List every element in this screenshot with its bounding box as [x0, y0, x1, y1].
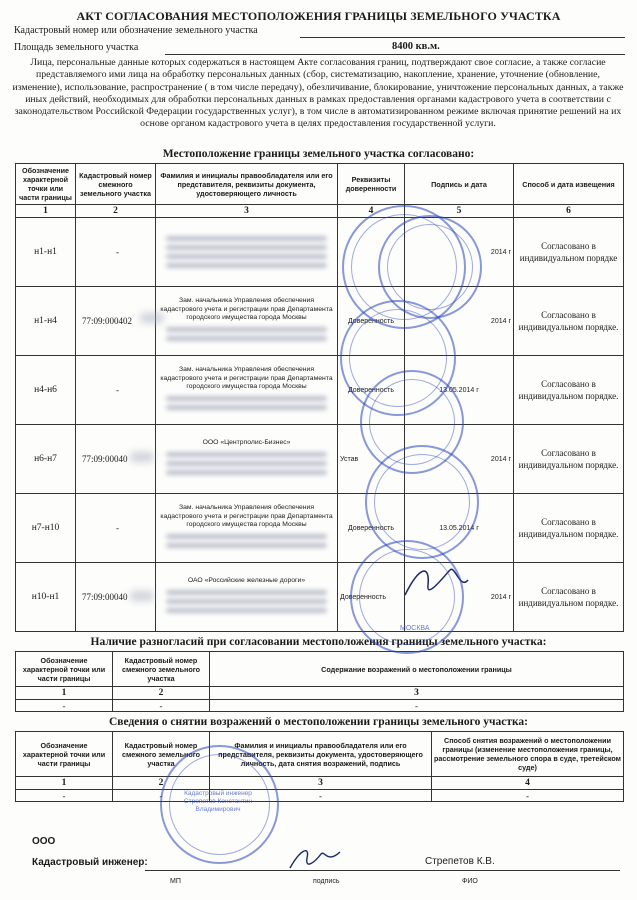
col-number: 3 [156, 205, 338, 218]
point-cell: н1-н1 [16, 218, 76, 287]
col-notice-header: Способ и дата извещения [514, 164, 624, 205]
mp-caption: МП [170, 878, 181, 885]
objections-removed-table [15, 731, 624, 802]
col-number: 1 [16, 777, 113, 790]
col-number: 6 [514, 205, 624, 218]
table-row [16, 218, 624, 287]
signature-caption: подпись [313, 878, 340, 885]
owner-text: Зам. начальника Управления обеспечения кадастрового учета и регистрации прав Департамента городского имущества города Москвы [160, 366, 333, 391]
table-row [16, 563, 624, 632]
empty-cell: - [432, 790, 624, 802]
organization-label: ООО [32, 836, 56, 847]
col-number: 1 [16, 205, 76, 218]
empty-cell: - [16, 700, 113, 712]
table-header-row [16, 652, 624, 687]
owner-cell [156, 287, 338, 356]
owner-cell [156, 356, 338, 425]
cad-cell: - [76, 494, 156, 563]
empty-cell: - [16, 790, 113, 802]
col-number: 5 [405, 205, 514, 218]
col-number: 2 [76, 205, 156, 218]
col-point-header: Обозначение характерной точки или части границы [16, 652, 113, 687]
point-cell: н6-н7 [16, 425, 76, 494]
sign-date-cell: 13.05.2014 г [405, 356, 514, 425]
sign-date-cell: 2014 г [405, 563, 514, 632]
sign-date-cell: 13.05.2014 г [405, 494, 514, 563]
sign-date-cell: 2014 г [405, 425, 514, 494]
col-owner-header: Фамилия и инициалы правообладателя или его представителя, реквизиты документа, удостоверяющего личность, дата снятия возражений, подпись [210, 732, 432, 777]
owner-signature-icon [400, 560, 470, 605]
disagreements-table [15, 651, 624, 712]
point-cell: н10-н1 [16, 563, 76, 632]
empty-cell: - [210, 700, 624, 712]
col-sign-header: Подпись и дата [405, 164, 514, 205]
owner-cell [156, 494, 338, 563]
col-number: 2 [113, 777, 210, 790]
cad-cell: - [76, 218, 156, 287]
table-row [16, 356, 624, 425]
col-number: 4 [432, 777, 624, 790]
col-point-header: Обозначение характерной точки или части границы [16, 732, 113, 777]
cad-cell: 77:09:00040 [76, 425, 156, 494]
engineer-label: Кадастровый инженер: [32, 857, 148, 868]
empty-cell: - [210, 790, 432, 802]
proxy-cell [338, 218, 405, 287]
point-cell: н4-н6 [16, 356, 76, 425]
empty-cell: - [113, 700, 210, 712]
cad-cell: 77:09:00040 [76, 563, 156, 632]
area-line [165, 54, 625, 55]
cad-cell: 77:09:000402 [76, 287, 156, 356]
empty-cell: - [113, 790, 210, 802]
table-row [16, 790, 624, 802]
table-number-row [16, 687, 624, 700]
proxy-cell: Устав [338, 425, 405, 494]
document-title: АКТ СОГЛАСОВАНИЯ МЕСТОПОЛОЖЕНИЯ ГРАНИЦЫ ЗЕМЕЛЬНОГО УЧАСТКА [76, 9, 561, 23]
proxy-cell: Доверенность [338, 563, 405, 632]
col-number: 4 [338, 205, 405, 218]
table-row [16, 425, 624, 494]
sign-date-cell: 2014 г [405, 287, 514, 356]
table-row [16, 287, 624, 356]
redaction-blur [140, 313, 164, 323]
owner-cell [156, 563, 338, 632]
area-label: Площадь земельного участка [14, 42, 139, 53]
col-number: 1 [16, 687, 113, 700]
col-owner-header: Фамилия и инициалы правообладателя или его представителя, реквизиты документа, удостоверяющего личность [156, 164, 338, 205]
engineer-stamp-text: Кадастровый инженер Стрепетов Константин Владимирович [183, 790, 253, 813]
notice-cell: Согласовано в индивидуальном порядке [514, 218, 624, 287]
section-objections-removed-title: Сведения о снятии возражений о местоположении границы земельного участка: [108, 716, 529, 728]
notice-cell: Согласовано в индивидуальном порядке. [514, 287, 624, 356]
signature-line [145, 870, 620, 871]
consent-paragraph: Лица, персональные данные которых содержаться в настоящем Акте согласования границ, подтверждают свое согласие, а также согласие представляемого ими лица на обработку персональных данных (сбор, систематизацию, накопление, хранение, уточнение (обновление, изменение), использование, распространение ( в том числе передачу), обезличивание, блокирование, уничтожение персональных данных, а также иных действий, необходимых для обработки персональных данных в рамках предоставления органами кадастрового учета в соответствии с законодательством Российской Федерации государственных услуг), в том числе в автоматизированном режиме включая принятие решений на их основе органом кадастрового учета в целях предоставления государственной услуги. [12, 57, 624, 130]
notice-cell: Согласовано в индивидуальном порядке. [514, 494, 624, 563]
notice-cell: Согласовано в индивидуальном порядке. [514, 563, 624, 632]
notice-cell: Согласовано в индивидуальном порядке. [514, 356, 624, 425]
notice-cell: Согласовано в индивидуальном порядке. [514, 425, 624, 494]
proxy-cell: Доверенность [338, 494, 405, 563]
col-cad-header: Кадастровый номер смежного земельного участка [113, 652, 210, 687]
col-cad-header: Кадастровый номер смежного земельного участка [76, 164, 156, 205]
engineer-name: Стрепетов К.В. [425, 856, 495, 867]
owner-text: Зам. начальника Управления обеспечения кадастрового учета и регистрации прав Департамента городского имущества города Москвы [160, 504, 333, 529]
col-proxy-header: Реквизиты доверенности [338, 164, 405, 205]
col-objection-header: Содержание возражений о местоположении границы [210, 652, 624, 687]
table-row [16, 700, 624, 712]
owner-text: Зам. начальника Управления обеспечения кадастрового учета и регистрации прав Департамента городского имущества города Москвы [160, 297, 333, 322]
table-header-row [16, 164, 624, 205]
section-disagreements-title: Наличие разногласий при согласовании местоположения границы земельного участка: [90, 636, 547, 648]
proxy-cell: Доверенность [338, 287, 405, 356]
table-header-row [16, 732, 624, 777]
table-number-row [16, 777, 624, 790]
cad-cell: - [76, 356, 156, 425]
fio-caption: ФИО [462, 878, 478, 885]
proxy-cell: Доверенность [338, 356, 405, 425]
col-point-header: Обозначение характерной точки или части границы [16, 164, 76, 205]
col-method-header: Способ снятия возражений о местоположении границы (изменение местоположения границы, рассмотрение земельного спора в суде, третейском суде) [432, 732, 624, 777]
owner-cell [156, 425, 338, 494]
area-value: 8400 кв.м. [392, 41, 440, 52]
col-number: 3 [210, 687, 624, 700]
point-cell: н1-н4 [16, 287, 76, 356]
redaction-blur [130, 452, 154, 462]
owner-cell [156, 218, 338, 287]
engineer-signature-icon [285, 840, 345, 880]
point-cell: н7-н10 [16, 494, 76, 563]
agreement-table [15, 163, 624, 632]
cad-number-label: Кадастровый номер или обозначение земельного участка [14, 25, 258, 36]
col-cad-header: Кадастровый номер смежного земельного участка [113, 732, 210, 777]
col-number: 2 [113, 687, 210, 700]
redaction-blur [130, 591, 154, 601]
cad-number-line [300, 37, 625, 38]
moscow-stamp-text: МОСКВА [400, 625, 430, 632]
table-row [16, 494, 624, 563]
sign-date-cell: 2014 г [405, 218, 514, 287]
owner-text: ОАО «Российские железные дороги» [187, 577, 306, 585]
table-number-row [16, 205, 624, 218]
owner-text: ООО «Центрполис-Бизнес» [202, 439, 291, 447]
section-agreed-title: Местоположение границы земельного участка согласовано: [162, 148, 475, 160]
col-number: 3 [210, 777, 432, 790]
